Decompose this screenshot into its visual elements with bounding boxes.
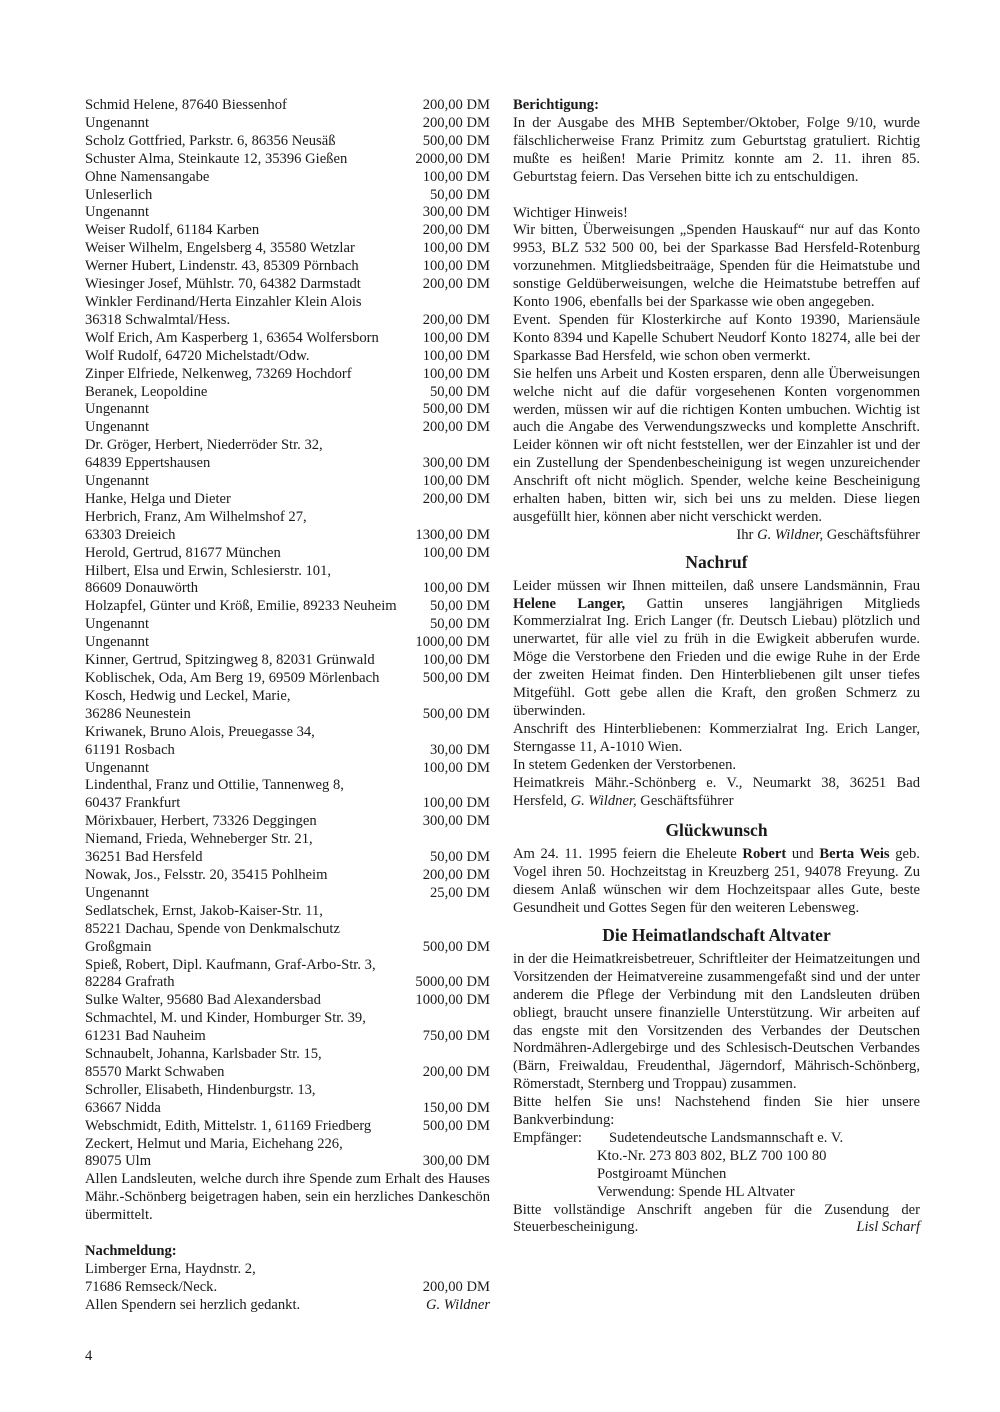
donation-amount: 50,00 DM [430, 186, 490, 203]
donation-row [85, 563, 490, 581]
nachruf-text-start: Leider müssen wir Ihnen mitteilen, daß unsere Landsmännin, Frau [513, 577, 920, 594]
hinweis-heading: Wichtiger Hinweis! [513, 204, 628, 221]
donation-row [85, 598, 490, 616]
nachruf-memory: In stetem Gedenken der Verstorbenen. [513, 756, 737, 773]
donor-name: Unleserlich [85, 186, 153, 203]
hinweis-signature [513, 527, 920, 545]
donation-amount: 200,00 DM [422, 866, 490, 883]
donation-row [85, 455, 490, 473]
donor-name: Ungenannt [85, 759, 150, 776]
hinweis-sign-prefix: Ihr [736, 526, 754, 543]
glueckwunsch-heading: Glückwunsch [665, 820, 768, 841]
donation-amount: 50,00 DM [430, 849, 490, 866]
donor-name: Ungenannt [85, 401, 150, 418]
nachruf-footer-role: Geschäftsführer [640, 792, 734, 809]
donor-name: 61191 Rosbach [85, 741, 175, 758]
altvater-usage: Verwendung: Spende HL Altvater [597, 1183, 795, 1200]
altvater-recipient: Sudetendeutsche Landsmannschaft e. V. [609, 1129, 844, 1146]
berichtigung-text: In der Ausgabe des MHB September/Oktober, Folge 9/10, wurde fälschlicherweise Franz Primitz zum Geburtstag gratuliert. Richtig mußte es heißen! Marie Primitz konnte am 2. 11. ihren 85. Geburtstag feiern. Das Versehen bitte ich zu entschuldigen. [513, 114, 920, 185]
donation-row [85, 580, 490, 598]
donation-amount: 500,00 DM [422, 938, 490, 955]
donor-name: Ungenannt [85, 616, 150, 633]
donor-name: Sedlatschek, Ernst, Jakob-Kaiser-Str. 11, [85, 902, 323, 919]
donor-name: 64839 Eppertshausen [85, 455, 211, 472]
donation-row [85, 1100, 490, 1118]
hinweis-sign-role: Geschäftsführer [826, 526, 920, 543]
donor-name: 36251 Bad Hersfeld [85, 849, 203, 866]
donation-row [85, 724, 490, 742]
donor-name: Werner Hubert, Lindenstr. 43, 85309 Pörnbach [85, 258, 359, 275]
donation-amount: 200,00 DM [422, 114, 490, 131]
page-number: 4 [85, 1348, 93, 1364]
donation-row [85, 992, 490, 1010]
donation-row [85, 1082, 490, 1100]
altvater-bank: Postgiroamt München [597, 1165, 727, 1182]
donation-row [85, 688, 490, 706]
donation-row [85, 204, 490, 222]
donation-row [85, 1153, 490, 1171]
altvater-closing [513, 1202, 920, 1238]
donation-row [85, 169, 490, 187]
donation-row [85, 294, 490, 312]
donor-name: Kinner, Gertrud, Spitzingweg 8, 82031 Grünwald [85, 652, 375, 669]
donor-name: Niemand, Frieda, Wehneberger Str. 21, [85, 831, 313, 848]
donation-row [85, 115, 490, 133]
nachmeldung-line-2 [85, 1279, 490, 1297]
donation-row [85, 957, 490, 975]
donor-name: Holzapfel, Günter und Kröß, Emilie, 89233 Neuheim [85, 598, 397, 615]
donor-name: 63303 Dreieich [85, 526, 176, 543]
donation-amount: 50,00 DM [430, 598, 490, 615]
nachmeldung-signature: G. Wildner [425, 1296, 490, 1313]
glueckwunsch-text-start: Am 24. 11. 1995 feiern die Eheleute [513, 846, 737, 863]
donation-row [85, 419, 490, 437]
donor-name: Lindenthal, Franz und Ottilie, Tannenweg 8, [85, 777, 344, 794]
glueckwunsch-name-2: Berta Weis [819, 846, 890, 863]
donation-amount: 200,00 DM [422, 419, 490, 436]
donation-row [85, 903, 490, 921]
donation-amount: 500,00 DM [422, 670, 490, 686]
donor-name: Schmachtel, M. und Kinder, Homburger Str. 39, [85, 1010, 366, 1027]
donor-name: Wolf Rudolf, 64720 Michelstadt/Odw. [85, 347, 310, 364]
donation-row [85, 1136, 490, 1154]
nachruf-text [513, 578, 920, 721]
donation-amount: 1000,00 DM [415, 992, 490, 1009]
donation-amount: 100,00 DM [422, 759, 490, 776]
donor-name: Scholz Gottfried, Parkstr. 6, 86356 Neusäß [85, 132, 336, 149]
hinweis-paragraph-1: Wir bitten, Überweisungen „Spenden Hauskauf“ nur auf das Konto 9953, BLZ 532 500 00, bei der Sparkasse Bad Hersfeld-Rotenburg vorzunehmen. Mitgliedsbeitraäge, Spenden für die Heimatstube und sonstige Geldüberweisungen, welche die Heimatstube betreffen auf Konto 1906, ebenfalls bei der Sparkasse wie oben angegeben. [513, 222, 920, 311]
donor-name: Sulke Walter, 95680 Bad Alexandersbad [85, 992, 321, 1009]
altvater-section [513, 924, 920, 1237]
donation-amount: 1000,00 DM [415, 634, 490, 651]
donor-name: Dr. Gröger, Herbert, Niederröder Str. 32, [85, 437, 323, 454]
donor-name: Ungenannt [85, 884, 150, 901]
donation-row [85, 867, 490, 885]
donation-amount: 2000,00 DM [415, 150, 490, 167]
donation-amount: 100,00 DM [422, 544, 490, 561]
donor-name: Weiser Wilhelm, Engelsberg 4, 35580 Wetzlar [85, 240, 355, 257]
donation-row [85, 634, 490, 652]
donation-row [85, 670, 490, 688]
donation-row [85, 616, 490, 634]
donation-row [85, 1118, 490, 1136]
donation-amount: 100,00 DM [422, 473, 490, 490]
donation-row [85, 491, 490, 509]
donor-name: Wiesinger Josef, Mühlstr. 70, 64382 Darmstadt [85, 276, 361, 293]
glueckwunsch-name-1: Robert [742, 846, 787, 863]
berichtigung-heading: Berichtigung: [513, 97, 599, 113]
altvater-signature: Lisl Scharf [856, 1219, 920, 1236]
donor-name: Zinper Elfriede, Nelkenweg, 73269 Hochdorf [85, 365, 352, 382]
hinweis-paragraph-2: Event. Spenden für Klosterkirche auf Konto 19390, Mariensäule Konto 8394 und Kapelle Schubert Neudorf Konto 18274, alle bei der Sparkasse Bad Hersfeld, wie schon oben vermerkt. [513, 311, 920, 364]
donation-row [85, 222, 490, 240]
donation-amount: 500,00 DM [422, 132, 490, 149]
donor-name: Ungenannt [85, 114, 150, 131]
donation-row [85, 974, 490, 992]
donor-name: Koblischek, Oda, Am Berg 19, 69509 Mörlenbach [85, 670, 380, 686]
nachmeldung-amount: 200,00 DM [422, 1278, 490, 1295]
donation-amount: 100,00 DM [422, 365, 490, 382]
donor-name: 89075 Ulm [85, 1153, 152, 1170]
donor-name: Weiser Rudolf, 61184 Karben [85, 222, 260, 239]
donation-amount: 50,00 DM [430, 383, 490, 400]
donation-row [85, 813, 490, 831]
notices-column [513, 97, 920, 1237]
donation-row [85, 348, 490, 366]
donor-name: Schuster Alma, Steinkaute 12, 35396 Gießen [85, 150, 348, 167]
donation-list [85, 97, 490, 1171]
donor-name: 36286 Neunestein [85, 705, 191, 722]
berichtigung-section [513, 97, 920, 187]
donation-amount: 500,00 DM [422, 705, 490, 722]
glueckwunsch-section [513, 822, 920, 918]
donation-row [85, 437, 490, 455]
hinweis-paragraph-3: Sie helfen uns Arbeit und Kosten ersparen, denn alle Überweisungen welche nicht auf die dafür vorgesehenen Konten vorgenommen werden, müssen wir auf die richtigen Konten umbuchen. Wichtig ist auch die Angabe des Verwendungszwecks und komplette Anschrift. Leider können wir oft nicht feststellen, wer der Einzahler ist und der ein Zustellung der Spendenbescheinigung ist wegen unzureichender Anschrift oft nicht möglich. Spender, welche keine Bescheinigung erhalten haben, bitten wir, sich bei uns zu melden. Diese liegen ausgefüllt hier, können aber nicht verschickt werden. [513, 365, 920, 525]
nachmeldung-heading: Nachmeldung: [85, 1243, 177, 1260]
donation-amount: 500,00 DM [422, 401, 490, 418]
donor-name: Schmid Helene, 87640 Biessenhof [85, 97, 287, 113]
nachruf-name: Helene Langer, [513, 595, 626, 612]
nachruf-footer-text: Heimatkreis Mähr.-Schönberg e. V., Neumarkt 38, 36251 Bad Hersfeld, [513, 774, 920, 809]
nachmeldung-closing-row [85, 1297, 490, 1315]
nachmeldung-section [85, 1243, 490, 1315]
donation-row [85, 706, 490, 724]
donor-name: Wolf Erich, Am Kasperberg 1, 63654 Wolfersborn [85, 329, 379, 346]
donor-name: Kriwanek, Bruno Alois, Preuegasse 34, [85, 723, 315, 740]
donation-row [85, 366, 490, 384]
donor-list-column [85, 97, 490, 1315]
glueckwunsch-text [513, 846, 920, 918]
donation-amount: 100,00 DM [422, 652, 490, 669]
donor-name: Ungenannt [85, 419, 150, 436]
donor-name: Herbrich, Franz, Am Wilhelmshof 27, [85, 508, 307, 525]
thanks-paragraph: Allen Landsleuten, welche durch ihre Spende zum Erhalt des Hauses Mähr.-Schönberg beigetragen haben, sein ein herzliches Dankeschön übermittelt. [85, 1171, 490, 1224]
donor-name: 60437 Frankfurt [85, 795, 181, 812]
donation-amount: 200,00 DM [422, 276, 490, 293]
nachmeldung-location: 71686 Remseck/Neck. [85, 1278, 218, 1295]
donation-row [85, 939, 490, 957]
donor-name: Schnaubelt, Johanna, Karlsbader Str. 15, [85, 1046, 322, 1063]
donor-name: Webschmidt, Edith, Mittelstr. 1, 61169 Friedberg [85, 1117, 372, 1134]
donation-row [85, 652, 490, 670]
donation-amount: 500,00 DM [422, 1117, 490, 1134]
donation-row [85, 330, 490, 348]
donor-name: 36318 Schwalmtal/Hess. [85, 311, 231, 328]
donation-amount: 200,00 DM [422, 490, 490, 507]
altvater-account: Kto.-Nr. 273 803 802, BLZ 700 100 80 [597, 1147, 827, 1164]
donation-row [85, 151, 490, 169]
donation-row [85, 1010, 490, 1028]
donation-row [85, 831, 490, 849]
altvater-paragraph-1: in der die Heimatkreisbetreuer, Schriftleiter der Heimatzeitungen und Vorsitzenden der Heimatvereine zusammengefaßt sind und der unter anderem die Pflege der Verbindung mit den Landsleuten drüben obliegt, braucht unsere finanzielle Unterstützung. Wir arbeiten auf das engste mit den Vorsitzenden des Verbandes der Deutschen Nordmähren-Adlergebirge und des Schlesisch-Deutschen Verbandes (Bärn, Freiwaldau, Freudenthal, Jägerndorf, Mährisch-Schönberg, Römerstadt, Sternberg und Troppau) zusammen. [513, 950, 920, 1093]
donation-amount: 50,00 DM [430, 616, 490, 633]
donation-row [85, 133, 490, 151]
donation-amount: 100,00 DM [422, 258, 490, 275]
donor-name: 63667 Nidda [85, 1099, 161, 1116]
nachmeldung-line-1: Limberger Erna, Haydnstr. 2, [85, 1261, 256, 1277]
altvater-recipient-label: Empfänger: [513, 1129, 582, 1146]
donation-amount: 25,00 DM [430, 884, 490, 901]
donation-row [85, 777, 490, 795]
donation-row [85, 97, 490, 115]
altvater-heading: Die Heimatlandschaft Altvater [602, 924, 831, 945]
donation-amount: 5000,00 DM [415, 974, 490, 991]
hinweis-sign-name: G. Wildner, [757, 526, 824, 543]
donation-amount: 200,00 DM [422, 222, 490, 239]
donor-name: Ungenannt [85, 204, 150, 221]
donor-name: 85570 Markt Schwaben [85, 1063, 225, 1080]
donor-name: Nowak, Jos., Felsstr. 20, 35415 Pohlheim [85, 866, 328, 883]
donor-name: Ungenannt [85, 473, 150, 490]
altvater-closing-text: Bitte vollständige Anschrift angeben für die Zusendung der Steuerbescheinigung. [513, 1201, 920, 1236]
donation-row [85, 1028, 490, 1046]
donation-amount: 1300,00 DM [415, 526, 490, 543]
donation-row [85, 312, 490, 330]
nachruf-footer [513, 775, 920, 811]
donor-name: Schroller, Elisabeth, Hindenburgstr. 13, [85, 1081, 316, 1098]
donation-row [85, 1046, 490, 1064]
donor-name: Mörixbauer, Herbert, 73326 Deggingen [85, 813, 317, 830]
donor-name: 86609 Donauwörth [85, 580, 199, 597]
nachruf-address: Anschrift des Hinterbliebenen: Kommerzialrat Ing. Erich Langer, Sterngasse 11, A-1010 Wien. [513, 720, 920, 755]
donation-row [85, 921, 490, 939]
donation-amount: 100,00 DM [422, 580, 490, 597]
donation-amount: 200,00 DM [422, 1063, 490, 1080]
donor-name: Kosch, Hedwig und Leckel, Marie, [85, 687, 291, 704]
donor-name: Ungenannt [85, 634, 150, 651]
donation-amount: 200,00 DM [422, 311, 490, 328]
donor-name: Beranek, Leopoldine [85, 383, 208, 400]
donation-amount: 750,00 DM [422, 1028, 490, 1045]
nachruf-section [513, 551, 921, 811]
donation-amount: 200,00 DM [422, 97, 490, 113]
donation-row [85, 473, 490, 491]
donation-row [85, 187, 490, 205]
donor-name: Winkler Ferdinand/Herta Einzahler Klein Alois [85, 293, 362, 310]
donation-row [85, 276, 490, 294]
glueckwunsch-text-rest: geb. Vogel ihren 50. Hochzeitstag in Kreuzberg 251, 94078 Freyung. Zu diesem Anlaß wünschen wir dem Hochzeitspaar alles Gute, beste Gesundheit und Gottes Segen für den weiteren Lebensweg. [513, 846, 920, 917]
donation-amount: 300,00 DM [422, 455, 490, 472]
donation-row [85, 885, 490, 903]
hinweis-section [513, 205, 920, 545]
donor-name: 61231 Bad Nauheim [85, 1028, 206, 1045]
donation-row [85, 258, 490, 276]
donor-name: Großgmain [85, 938, 152, 955]
donor-name: Ohne Namensangabe [85, 168, 210, 185]
nachmeldung-closing: Allen Spendern sei herzlich gedankt. [85, 1296, 301, 1313]
donation-row [85, 240, 490, 258]
donation-row [85, 509, 490, 527]
donor-name: 82284 Grafrath [85, 974, 175, 991]
nachruf-footer-name: G. Wildner, [570, 792, 637, 809]
donation-row [85, 742, 490, 760]
donation-row [85, 849, 490, 867]
glueckwunsch-and: und [791, 846, 814, 863]
donation-row [85, 760, 490, 778]
donation-row [85, 527, 490, 545]
altvater-recipient-row [513, 1130, 920, 1148]
donation-row [85, 545, 490, 563]
donation-amount: 100,00 DM [422, 240, 490, 257]
donation-row [85, 401, 490, 419]
donor-name: Spieß, Robert, Dipl. Kaufmann, Graf-Arbo-Str. 3, [85, 956, 376, 973]
donation-row [85, 795, 490, 813]
donor-name: Herold, Gertrud, 81677 München [85, 544, 281, 561]
altvater-paragraph-2: Bitte helfen Sie uns! Nachstehend finden Sie hier unsere Bankverbindung: [513, 1094, 920, 1129]
donation-amount: 300,00 DM [422, 204, 490, 221]
donation-amount: 30,00 DM [430, 741, 490, 758]
donor-name: Hilbert, Elsa und Erwin, Schlesierstr. 101, [85, 562, 332, 579]
donation-amount: 150,00 DM [422, 1099, 490, 1116]
donation-amount: 300,00 DM [422, 813, 490, 830]
donation-amount: 100,00 DM [422, 329, 490, 346]
donation-amount: 100,00 DM [422, 795, 490, 812]
donation-row [85, 1064, 490, 1082]
nachruf-heading: Nachruf [685, 551, 748, 572]
donation-amount: 100,00 DM [422, 168, 490, 185]
donor-name: 85221 Dachau, Spende von Denkmalschutz [85, 920, 340, 937]
nachruf-text-rest: Gattin unseres langjährigen Mitglieds Kommerzialrat Ing. Erich Langer (fr. Deutsch Liebau) plötzlich und unerwartet, für alle viel zu früh in die Ewigkeit abberufen wurde. Möge die Verstorbene den Frieden und die ewige Ruhe in der Erde der zweiten Heimat finden. Den Hinterbliebenen gilt unser tiefes Mitgefühl. Gott gebe allen die Kraft, den großen Schmerz zu überwinden. [513, 595, 921, 719]
donation-amount: 300,00 DM [422, 1153, 490, 1170]
donor-name: Hanke, Helga und Dieter [85, 490, 231, 507]
donation-amount: 100,00 DM [422, 347, 490, 364]
donation-row [85, 384, 490, 402]
donor-name: Zeckert, Helmut und Maria, Eichehang 226, [85, 1135, 343, 1152]
